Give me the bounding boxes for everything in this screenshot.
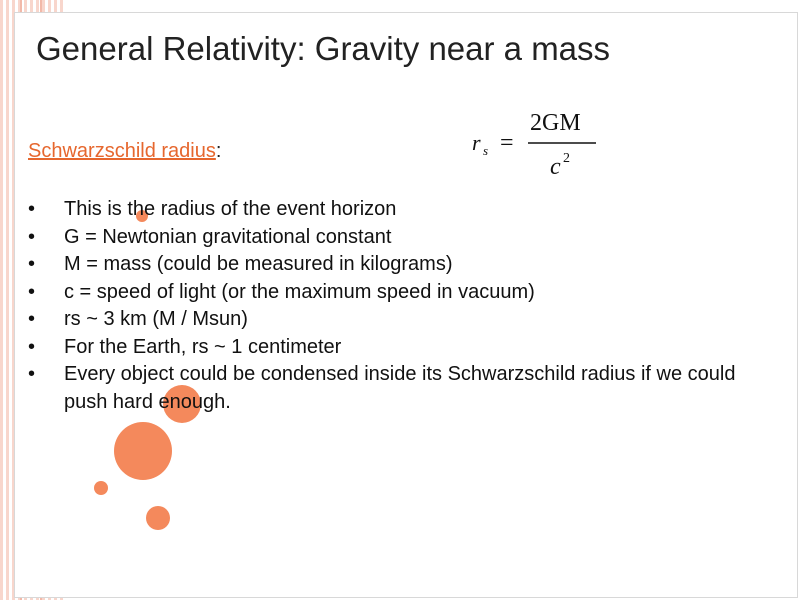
decorative-circle — [94, 481, 108, 495]
bullet-item: • This is the radius of the event horizon — [28, 196, 768, 224]
slide-title: General Relativity: Gravity near a mass — [36, 30, 611, 67]
formula-lhs: r — [472, 130, 481, 155]
bullet-list — [28, 196, 768, 416]
decorative-circle — [114, 422, 172, 480]
formula-numerator: 2GM — [530, 110, 581, 136]
bullet-item: • Every object could be condensed inside its Schwarzschild radius if we could push hard enough. — [28, 361, 768, 416]
formula-denominator: c — [550, 154, 561, 180]
schwarzschild-radius-link[interactable]: Schwarzschild radius — [28, 140, 216, 162]
bullet-item: • For the Earth, rs ~ 1 centimeter — [28, 334, 768, 362]
formula-lhs-sub: s — [483, 143, 489, 158]
bullet-item: • M = mass (could be measured in kilograms) — [28, 251, 768, 279]
bullet-item: • c = speed of light (or the maximum speed in vacuum) — [28, 279, 768, 307]
subhead-colon: : — [215, 140, 222, 162]
decorative-circle — [146, 506, 170, 530]
formula-equals: = — [500, 130, 514, 156]
schwarzschild-subhead — [28, 140, 221, 163]
formula-denominator-exp: 2 — [563, 151, 570, 166]
bullet-item: • G = Newtonian gravitational constant — [28, 224, 768, 252]
bullet-item: • rs ~ 3 km (M / Msun) — [28, 306, 768, 334]
schwarzschild-formula — [468, 106, 608, 182]
